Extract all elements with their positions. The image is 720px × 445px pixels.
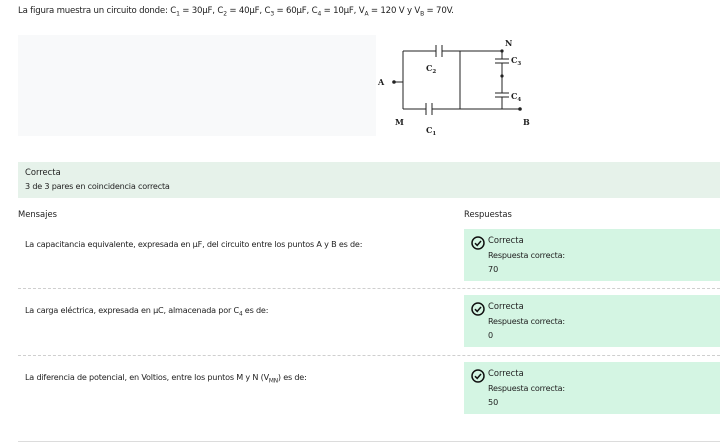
question-text: La carga eléctrica, expresada en μC, almacenada por $C_4$ es de: bbox=[25, 305, 269, 318]
cap-label-c2: $C_2$ bbox=[426, 63, 437, 75]
c1-subscript: 1 bbox=[176, 10, 180, 18]
va-symbol: V bbox=[358, 6, 365, 16]
node-a-dot bbox=[392, 80, 396, 84]
answer-status: Correcta bbox=[488, 235, 524, 245]
capacitor-c2 bbox=[436, 45, 442, 57]
answer-value: 50 bbox=[488, 397, 499, 407]
question-text: La capacitancia equivalente, expresada en μF, del circuito entre los puntos A y B es de: bbox=[25, 239, 363, 249]
question-statement bbox=[18, 6, 454, 18]
cap-label-c3: $C_3$ bbox=[511, 55, 522, 67]
answer-box bbox=[464, 229, 720, 281]
vb-symbol: V bbox=[414, 6, 421, 16]
bottom-divider bbox=[18, 441, 720, 442]
c3-value: = 60μF, bbox=[273, 6, 312, 16]
statement-intro: La figura muestra un circuito donde: bbox=[18, 6, 171, 16]
cap-label-c1: $C_1$ bbox=[426, 125, 437, 136]
column-header-messages: Mensajes bbox=[18, 209, 58, 219]
capacitor-c3 bbox=[495, 59, 509, 63]
row-divider bbox=[18, 355, 720, 356]
label-m: M bbox=[395, 117, 404, 127]
label-n: N bbox=[505, 38, 513, 48]
row-divider bbox=[18, 288, 720, 289]
answer-value: 70 bbox=[488, 264, 499, 274]
c4-value: = 10μF, bbox=[321, 6, 359, 16]
answer-label: Respuesta correcta: bbox=[488, 316, 565, 326]
capacitor-c1 bbox=[426, 103, 432, 115]
node-n-dot bbox=[500, 49, 503, 52]
match-row bbox=[18, 229, 720, 281]
vb-value: = 70V. bbox=[423, 6, 454, 16]
capacitor-c4 bbox=[495, 93, 509, 97]
c2-value: = 40μF, bbox=[226, 6, 265, 16]
circuit-diagram bbox=[376, 35, 538, 136]
match-row bbox=[18, 295, 720, 347]
c3-symbol: C bbox=[264, 6, 271, 16]
question-text: La diferencia de potencial, en Voltios, entre los puntos M y N $(V_{MN})$ es de: bbox=[25, 372, 307, 385]
check-circle-icon bbox=[471, 302, 485, 316]
answer-label: Respuesta correcta: bbox=[488, 383, 565, 393]
node-b-dot bbox=[518, 107, 522, 111]
junction-dot bbox=[500, 74, 503, 77]
feedback-title: Correcta bbox=[25, 167, 61, 177]
answer-box bbox=[464, 362, 720, 414]
answer-status: Correcta bbox=[488, 301, 524, 311]
c3-subscript: 3 bbox=[270, 10, 274, 18]
c2-symbol: C bbox=[217, 6, 224, 16]
label-a: A bbox=[378, 77, 385, 87]
check-circle-icon bbox=[471, 369, 485, 383]
answer-box bbox=[464, 295, 720, 347]
answer-value: 0 bbox=[488, 330, 494, 340]
c4-subscript: 4 bbox=[317, 10, 322, 18]
c4-symbol: C bbox=[311, 6, 318, 16]
label-b: B bbox=[523, 117, 530, 127]
cap-label-c4: $C_4$ bbox=[511, 91, 522, 103]
feedback-detail: 3 de 3 pares en coincidencia correcta bbox=[25, 181, 170, 191]
c1-value: = 30μF, bbox=[179, 6, 218, 16]
overall-feedback bbox=[18, 162, 720, 198]
vb-subscript: B bbox=[420, 10, 424, 18]
column-header-answers: Respuestas bbox=[464, 209, 512, 219]
answer-label: Respuesta correcta: bbox=[488, 250, 565, 260]
check-circle-icon bbox=[471, 236, 485, 250]
match-row bbox=[18, 362, 720, 414]
answer-status: Correcta bbox=[488, 368, 524, 378]
va-value: = 120 V y bbox=[368, 6, 415, 16]
c2-subscript: 2 bbox=[223, 10, 227, 18]
c1-symbol: C bbox=[170, 6, 177, 16]
va-subscript: A bbox=[364, 10, 369, 18]
